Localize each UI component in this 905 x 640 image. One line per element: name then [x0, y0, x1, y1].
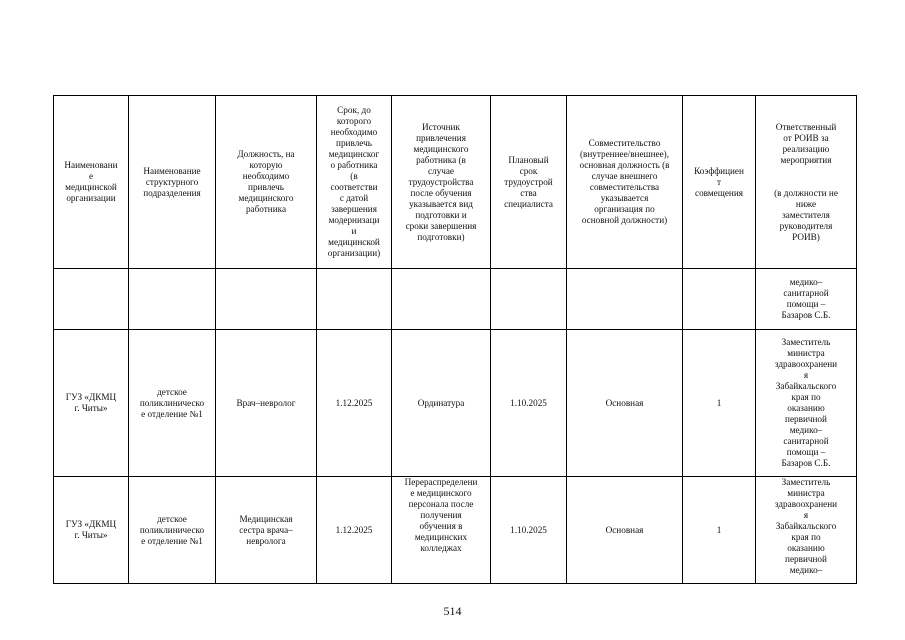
staffing-table — [53, 95, 857, 584]
table-cell: Заместитель министра здравоохранени я Забайкальского края по оказанию первичной медико– — [756, 477, 857, 584]
table-cell: медико– санитарной помощи – Базаров С.Б. — [756, 269, 857, 330]
table-cell: 1 — [683, 477, 756, 584]
header-cell: Совместительство (внутреннее/внешнее), основная должность (в случае внешнего совместительства указывается организация по основной должности) — [567, 96, 683, 269]
table-cell — [129, 269, 216, 330]
table-cell: Основная — [567, 477, 683, 584]
table-cell: Перераспределени е медицинского персонала после получения обучения в медицинских колледжах — [392, 477, 491, 584]
header-cell: Плановый срок трудоустрой ства специалиста — [491, 96, 567, 269]
table-cell: детское поликлиническо е отделение №1 — [129, 330, 216, 477]
table-cell: 1.12.2025 — [317, 330, 392, 477]
table-cell: 1.10.2025 — [491, 330, 567, 477]
page-number: 514 — [443, 604, 462, 618]
header-cell: Источник привлечения медицинского работника (в случае трудоустройства после обучения указывается вид подготовки и сроки завершения подготовки) — [392, 96, 491, 269]
header-cell: Коэффициен т совмещения — [683, 96, 756, 269]
table-cell: 1.10.2025 — [491, 477, 567, 584]
table-cell — [54, 269, 129, 330]
table-cell: детское поликлиническо е отделение №1 — [129, 477, 216, 584]
table-cell — [216, 269, 317, 330]
table-cell: ГУЗ «ДКМЦ г. Читы» — [54, 330, 129, 477]
table-cell: Врач–невролог — [216, 330, 317, 477]
table-row — [54, 269, 857, 330]
header-cell: Срок, до которого необходимо привлечь медицинског о работника (в соответстви с датой завершения модернизаци и медицинской организации) — [317, 96, 392, 269]
header-cell: Ответственный от РОИВ за реализацию мероприятия (в должности не ниже заместителя руководителя РОИВ) — [756, 96, 857, 269]
header-cell: Должность, на которую необходимо привлечь медицинского работника — [216, 96, 317, 269]
table-header-row — [54, 96, 857, 269]
table-cell: 1.12.2025 — [317, 477, 392, 584]
table-cell — [392, 269, 491, 330]
table-cell: Медицинская сестра врача– невролога — [216, 477, 317, 584]
table-cell: Основная — [567, 330, 683, 477]
table-cell — [567, 269, 683, 330]
table-cell — [317, 269, 392, 330]
table-row — [54, 330, 857, 477]
table-cell — [683, 269, 756, 330]
table-cell: Ординатура — [392, 330, 491, 477]
table-cell: 1 — [683, 330, 756, 477]
table-cell: Заместитель министра здравоохранени я Забайкальского края по оказанию первичной медико– санитарной помощи – Базаров С.Б. — [756, 330, 857, 477]
table-row — [54, 477, 857, 584]
table-cell — [491, 269, 567, 330]
table-cell: ГУЗ «ДКМЦ г. Читы» — [54, 477, 129, 584]
header-cell: Наименовани е медицинской организации — [54, 96, 129, 269]
header-cell: Наименование структурного подразделения — [129, 96, 216, 269]
